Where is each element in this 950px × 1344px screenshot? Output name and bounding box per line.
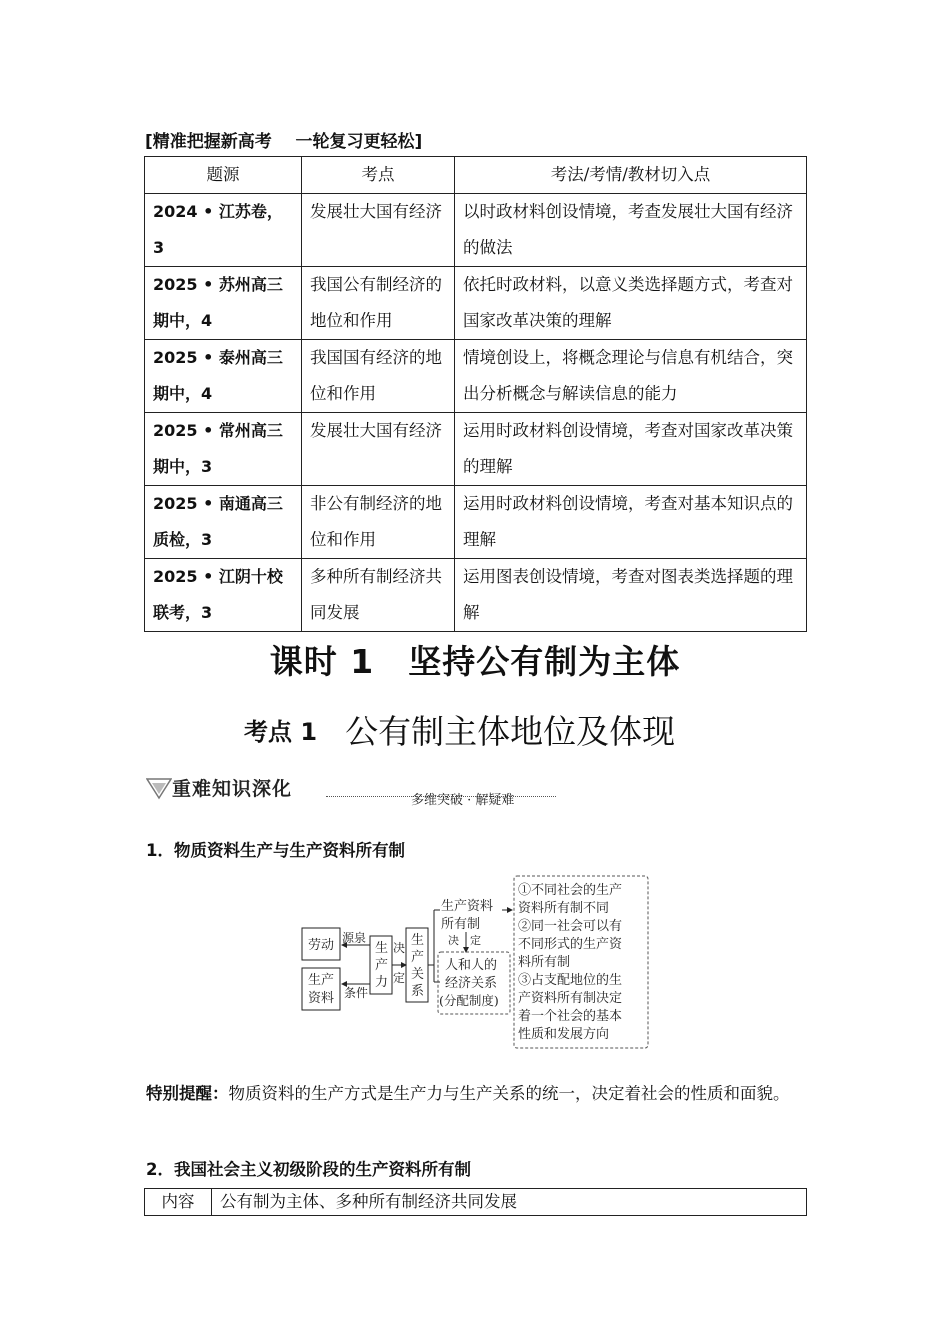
point-line-5: 料所有制 xyxy=(518,955,571,970)
people-text-3: (分配制度) xyxy=(439,993,499,1008)
cell-point: 多种所有制经济共同发展 xyxy=(302,559,455,632)
rel-char-4: 系 xyxy=(411,984,425,999)
banner-title: 重难知识深化 xyxy=(172,778,293,800)
decides-char-1: 决 xyxy=(393,941,406,955)
point-line-2: 资料所有制不同 xyxy=(518,901,610,916)
ownership-text-1: 生产资料 xyxy=(441,899,494,914)
cell-point: 我国公有制经济的地位和作用 xyxy=(302,267,455,340)
condition-label: 条件 xyxy=(344,986,369,1000)
cell-point: 我国国有经济的地位和作用 xyxy=(302,340,455,413)
topic-title: 公有制主体地位及体现 xyxy=(345,712,676,751)
source-table xyxy=(144,156,807,632)
source-label: 源泉 xyxy=(342,931,367,945)
header-source: 题源 xyxy=(145,157,302,194)
topic-label: 考点 1 xyxy=(244,718,318,746)
production-diagram xyxy=(298,872,654,1052)
cell-source: 2025 • 常州高三期中，3 xyxy=(145,413,302,486)
cell-point: 非公有制经济的地位和作用 xyxy=(302,486,455,559)
table-row xyxy=(145,559,807,632)
tip-label: 特别提醒： xyxy=(146,1084,229,1103)
cell-method: 以时政材料创设情境，考查发展壮大国有经济的做法 xyxy=(455,194,807,267)
cell-method: 运用图表创设情境，考查对图表类选择题的理解 xyxy=(455,559,807,632)
ownership-table xyxy=(144,1188,807,1216)
lesson-title: 课时 1 坚持公有制为主体 xyxy=(269,642,681,681)
ownership-text-2: 所有制 xyxy=(441,917,481,932)
cell-source: 2024 • 江苏卷，3 xyxy=(145,194,302,267)
point-line-1: ①不同社会的生产 xyxy=(518,883,623,898)
people-text-2: 经济关系 xyxy=(445,976,498,991)
table-row xyxy=(145,194,807,267)
rel-char-3: 关 xyxy=(411,967,425,982)
header-tagline: [精准把握新高考 一轮复习更轻松] xyxy=(145,132,423,152)
point-line-8: 着一个社会的基本 xyxy=(518,1009,623,1024)
means-text-1: 生产 xyxy=(308,973,335,988)
special-tip xyxy=(146,1076,810,1112)
cell-method: 运用时政材料创设情境，考查对基本知识点的理解 xyxy=(455,486,807,559)
table-row xyxy=(145,1189,807,1216)
point-line-6: ③占支配地位的生 xyxy=(518,973,623,988)
table-row xyxy=(145,413,807,486)
triangle-icon xyxy=(146,776,172,802)
decides2-text: 决 定 xyxy=(448,934,481,947)
cell-point: 发展壮大国有经济 xyxy=(302,413,455,486)
section-banner xyxy=(146,770,566,810)
rel-char-1: 生 xyxy=(411,933,425,948)
cell-source: 2025 • 苏州高三期中，4 xyxy=(145,267,302,340)
table-header-row xyxy=(145,157,807,194)
header-method: 考法/考情/教材切入点 xyxy=(455,157,807,194)
table-row xyxy=(145,486,807,559)
table-row xyxy=(145,340,807,413)
banner-subtitle: 多维突破 · 解疑难 xyxy=(411,793,515,808)
rel-char-2: 产 xyxy=(411,950,425,965)
people-text-1: 人和人的 xyxy=(445,958,498,973)
pf-char-3: 力 xyxy=(375,975,389,990)
cell-method: 运用时政材料创设情境，考查对国家改革决策的理解 xyxy=(455,413,807,486)
decides-char-2: 定 xyxy=(393,971,406,985)
cell-method: 依托时政材料，以意义类选择题方式，考查对国家改革决策的理解 xyxy=(455,267,807,340)
point-line-4: 不同形式的生产资 xyxy=(518,937,623,952)
means-text-2: 资料 xyxy=(308,991,335,1006)
cell-method: 情境创设上，将概念理论与信息有机结合，突出分析概念与解读信息的能力 xyxy=(455,340,807,413)
point-line-3: ②同一社会可以有 xyxy=(518,919,623,934)
cell-source: 2025 • 江阴十校联考，3 xyxy=(145,559,302,632)
topic-heading xyxy=(244,706,675,753)
point-line-7: 产资料所有制决定 xyxy=(518,991,623,1006)
content-key: 内容 xyxy=(145,1189,212,1216)
cell-point: 发展壮大国有经济 xyxy=(302,194,455,267)
content-value: 公有制为主体、多种所有制经济共同发展 xyxy=(212,1189,807,1216)
point-line-9: 性质和发展方向 xyxy=(518,1027,610,1042)
table-row xyxy=(145,267,807,340)
pf-char-2: 产 xyxy=(375,958,389,973)
labor-text: 劳动 xyxy=(308,938,335,953)
section-heading-2: 2．我国社会主义初级阶段的生产资料所有制 xyxy=(146,1160,471,1179)
cell-source: 2025 • 泰州高三期中，4 xyxy=(145,340,302,413)
cell-source: 2025 • 南通高三质检，3 xyxy=(145,486,302,559)
tip-text: 物质资料的生产方式是生产力与生产关系的统一，决定着社会的性质和面貌。 xyxy=(228,1084,790,1103)
section-heading-1: 1．物质资料生产与生产资料所有制 xyxy=(146,841,405,860)
pf-char-1: 生 xyxy=(375,941,389,956)
header-point: 考点 xyxy=(302,157,455,194)
